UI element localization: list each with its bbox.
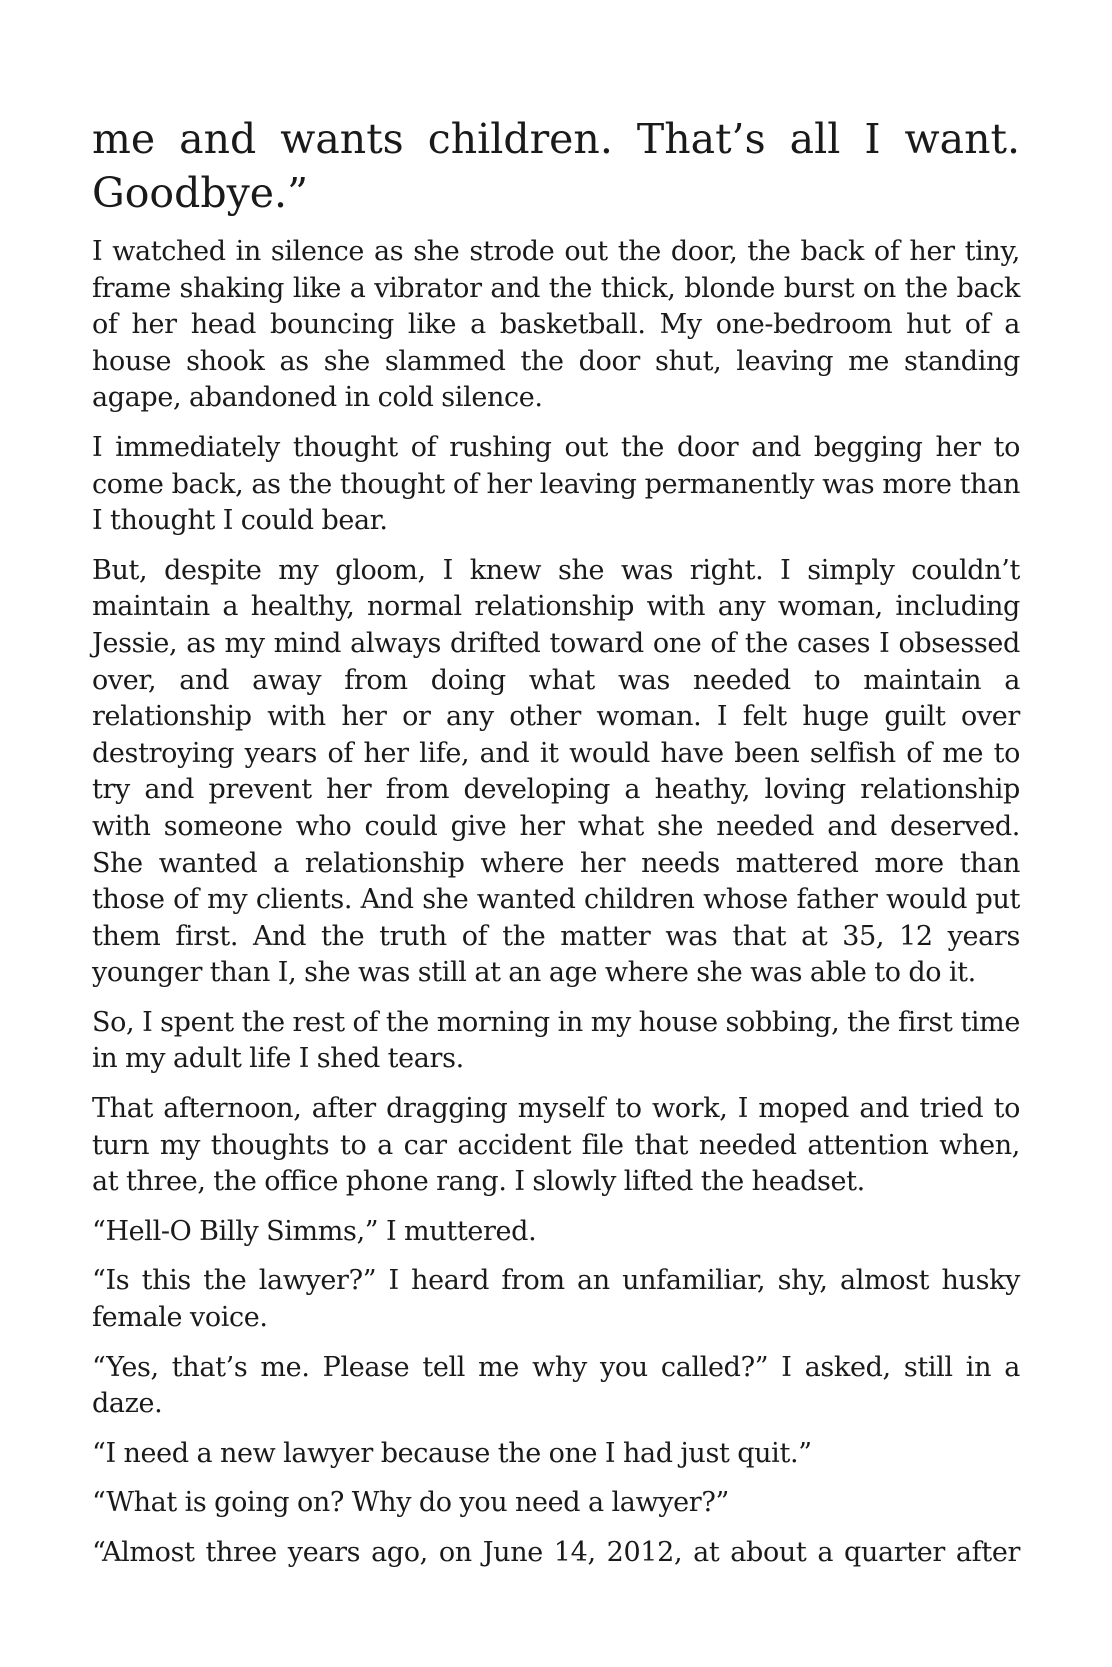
paragraph-2: I immediately thought of rushing out the door and begging her to come back, as the thought of her leaving permanently was more than I thought I could bear.: [92, 431, 1020, 537]
paragraph-1: I watched in silence as she strode out the door, the back of her tiny, frame shaking like a vibrator and the thick, blonde burst on the back of her head bouncing like a basketball. My one-bedroom hut of a house shook as she slammed the door shut, leaving me standing agape, abandoned in cold silence.: [92, 236, 1020, 414]
book-page: [92, 112, 1020, 1572]
paragraph-4: So, I spent the rest of the morning in my house sobbing, the first time in my adult life I shed tears.: [92, 1006, 1020, 1075]
paragraph-10: “What is going on? Why do you need a lawyer?”: [92, 1487, 729, 1519]
paragraph-3: But, despite my gloom, I knew she was right. I simply couldn’t maintain a healthy, normal relationship with any woman, including Jessie, as my mind always drifted toward one of the cases I obsessed over, and away from doing what was needed to maintain a relationship with her or any other woman. I felt huge guilt over destroying years of her life, and it would have been selfish of me to try and prevent her from developing a heathy, loving relationship with someone who could give her what she needed and deserved. She wanted a relationship where her needs mattered more than those of my clients. And she wanted children whose father would put them first. And the truth of the matter was that at 35, 12 years younger than I, she was still at an age where she was able to do it.: [92, 554, 1020, 989]
continued-dialogue-heading: me and wants children. That’s all I want. Goodbye.”: [92, 115, 1020, 217]
paragraph-6: “Hell-O Billy Simms,” I muttered.: [92, 1215, 537, 1247]
paragraph-8: “Yes, that’s me. Please tell me why you called?” I asked, still in a daze.: [92, 1351, 1020, 1420]
paragraph-5: That afternoon, after dragging myself to work, I moped and tried to turn my thoughts to a car accident file that needed attention when, at three, the office phone rang. I slowly lifted the headset.: [92, 1093, 1020, 1198]
paragraph-7: “Is this the lawyer?” I heard from an unfamiliar, shy, almost husky female voice.: [92, 1265, 1020, 1334]
paragraph-9: “I need a new lawyer because the one I had just quit.”: [92, 1437, 812, 1469]
paragraph-11: “Almost three years ago, on June 14, 2012, at about a quarter after: [92, 1537, 1020, 1568]
